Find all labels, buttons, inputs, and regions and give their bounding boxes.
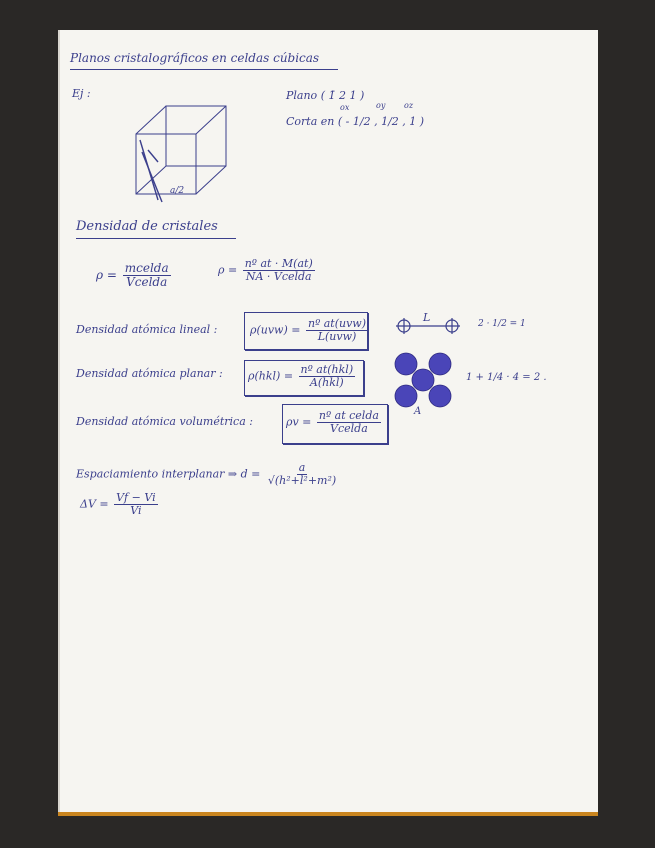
corta-row: Corta en ( - 1/2 , 1/2 , 1 ) [286,115,425,128]
planar-atoms-sketch [394,352,454,408]
page-bottom-edge [58,812,598,816]
planar-calc: 1 + 1/4 · 4 = 2 . [466,372,547,383]
corta-value-z: 1 [409,115,417,128]
lineal-num: nº at(uvw) [307,317,367,330]
plano-indices: ( 1̄ 2 1 ) [320,89,365,102]
rho2-num: nº at · M(at) [244,257,313,270]
volumetrica-formula [286,410,383,435]
planar-label: Densidad atómica planar : [76,367,223,380]
volumetrica-label: Densidad atómica volumétrica : [76,415,253,428]
lineal-lhs: ρ(uvw) = [250,323,301,337]
plano-row [286,90,364,102]
deltav-den: Vi [130,504,142,518]
planar-formula [248,364,357,389]
example-label: Ej : [72,87,91,100]
volumetrica-den: Vcelda [330,422,368,436]
lineal-L: L [423,311,431,324]
axis-label-oz: oz [404,101,414,110]
corta-value-x: - 1/2 [345,115,371,128]
rho1-num: mcelda [124,261,169,275]
espaciamiento-row [76,462,340,487]
rho1-lhs: ρ = [96,268,117,283]
planar-A: A [414,406,422,417]
rho-formula-1 [96,262,173,289]
title-underline-2 [76,238,236,239]
section-title-planos: Planos cristalográficos en celdas cúbicas [70,51,320,65]
deltav-lhs: ΔV = [80,497,109,511]
rho2-lhs: ρ = [218,263,238,277]
planar-lhs: ρ(hkl) = [248,369,294,383]
notebook-page [58,30,598,812]
lineal-formula [250,318,370,343]
deltav-formula [80,492,160,517]
cube-diagram [128,100,248,210]
planar-den: A(hkl) [309,376,344,390]
espaciamiento-num: a [298,461,306,474]
cube-label: a/2 [170,186,185,196]
lineal-sketch [396,316,466,336]
axis-label-ox: ox [340,103,350,112]
axis-label-oy: oy [376,101,386,110]
lineal-den: L(uvw) [317,330,357,344]
espaciamiento-label: Espaciamiento interplanar ⇒ d = [76,467,261,481]
lineal-label: Densidad atómica lineal : [76,323,218,336]
planar-num: nº at(hkl) [300,363,354,376]
deltav-num: Vf − Vi [116,491,156,504]
rho1-den: Vcelda [126,275,168,290]
volumetrica-lhs: ρv = [286,415,312,429]
rho2-den: NA · Vcelda [245,270,312,284]
title-underline [70,69,338,70]
rho-formula-2 [218,258,317,283]
plano-label: Plano [286,89,318,102]
lineal-calc: 2 · 1/2 = 1 [478,319,526,329]
volumetrica-num: nº at celda [318,409,379,422]
corta-value-y: 1/2 [381,115,399,128]
corta-label: Corta en [286,115,335,128]
espaciamiento-den: √(h²+l²+m²) [267,474,337,488]
section-title-densidad: Densidad de cristales [76,219,218,234]
